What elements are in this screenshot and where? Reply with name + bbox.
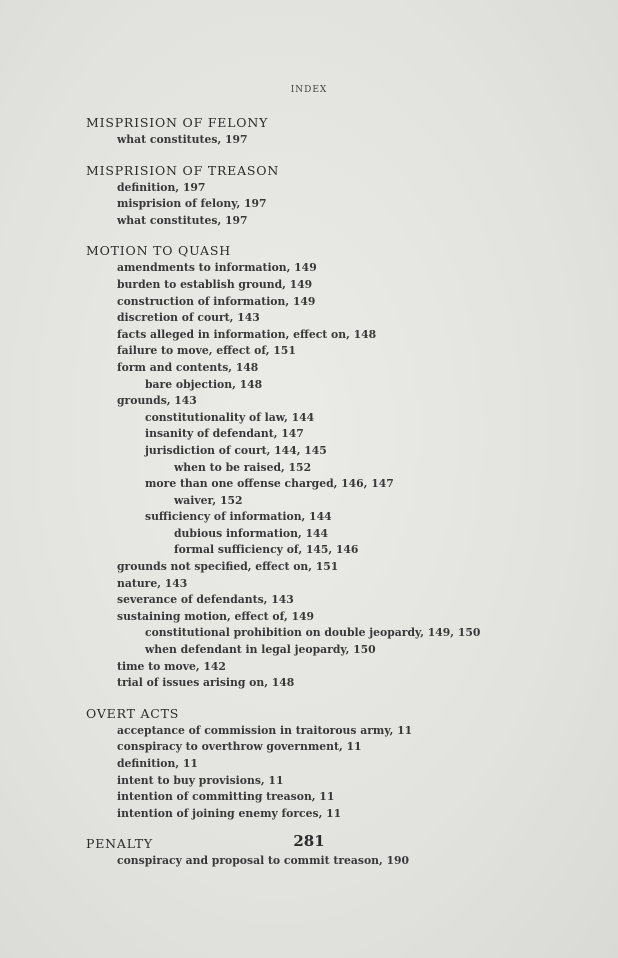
index-subsubentry: formal sufficiency of, 145, 146: [174, 543, 359, 557]
index-section: [86, 241, 606, 691]
index-section: [86, 113, 606, 149]
index-entry: intention of committing treason, 11: [117, 790, 335, 804]
index-entry: time to move, 142: [117, 659, 226, 673]
index-entry: definition, 197: [117, 180, 206, 194]
index-entry: conspiracy to overthrow government, 11: [117, 740, 362, 754]
index-entry: definition, 11: [117, 757, 198, 770]
section-heading: OVERT ACTS: [86, 705, 180, 721]
index-entry: form and contents, 148: [117, 360, 259, 374]
index-subentry: more than one offense charged, 146, 147: [145, 477, 394, 491]
index-entry: trial of issues arising on, 148: [117, 676, 295, 690]
index-entry: conspiracy and proposal to commit treason, 190: [117, 854, 410, 868]
index-subentry: constitutionality of law, 144: [145, 410, 315, 424]
section-heading: MOTION TO QUASH: [86, 243, 231, 259]
index-subsubentry: waiver, 152: [174, 493, 243, 507]
section-heading: MISPRISION OF TREASON: [86, 162, 280, 178]
index-entry: construction of information, 149: [117, 294, 316, 308]
index-entry: intent to buy provisions, 11: [117, 773, 284, 787]
index-subsubentry: dubious information, 144: [174, 526, 329, 540]
index-subentry: when defendant in legal jeopardy, 150: [145, 643, 376, 657]
index-subsubentry: when to be raised, 152: [174, 460, 312, 474]
index-entry: intention of joining enemy forces, 11: [117, 806, 342, 820]
index-subentry: bare objection, 148: [145, 377, 263, 391]
section-heading: PENALTY: [86, 836, 153, 852]
index-entry: nature, 143: [117, 576, 188, 590]
index-entry: facts alleged in information, effect on, 148: [117, 327, 377, 341]
index-entry: severance of defendants, 143: [117, 593, 294, 607]
index-entry: discretion of court, 143: [117, 311, 260, 325]
index-entry: what constitutes, 197: [117, 213, 248, 227]
index-subentry: jurisdiction of court, 144, 145: [145, 443, 327, 457]
index-entry: sustaining motion, effect of, 149: [117, 609, 315, 623]
page-number: 281: [293, 832, 325, 850]
index-entry: failure to move, effect of, 151: [117, 344, 296, 358]
index-entry: burden to establish ground, 149: [117, 277, 313, 291]
index-subentry: sufficiency of information, 144: [145, 510, 332, 524]
index-entry: acceptance of commission in traitorous army, 11: [117, 723, 413, 737]
index-section: [86, 161, 606, 230]
index-subentry: constitutional prohibition on double jeopardy, 149, 150: [145, 626, 481, 640]
index-entry: grounds, 143: [117, 394, 197, 408]
running-header: INDEX: [290, 85, 328, 95]
index-entry: amendments to information, 149: [117, 261, 317, 275]
index-section: [86, 704, 606, 823]
index-entry: misprision of felony, 197: [117, 197, 267, 211]
section-heading: MISPRISION OF FELONY: [86, 115, 269, 130]
index-entry: what constitutes, 197: [117, 133, 248, 146]
index-list: [86, 113, 606, 882]
index-entry: grounds not specified, effect on, 151: [117, 560, 339, 574]
index-subentry: insanity of defendant, 147: [145, 427, 304, 441]
